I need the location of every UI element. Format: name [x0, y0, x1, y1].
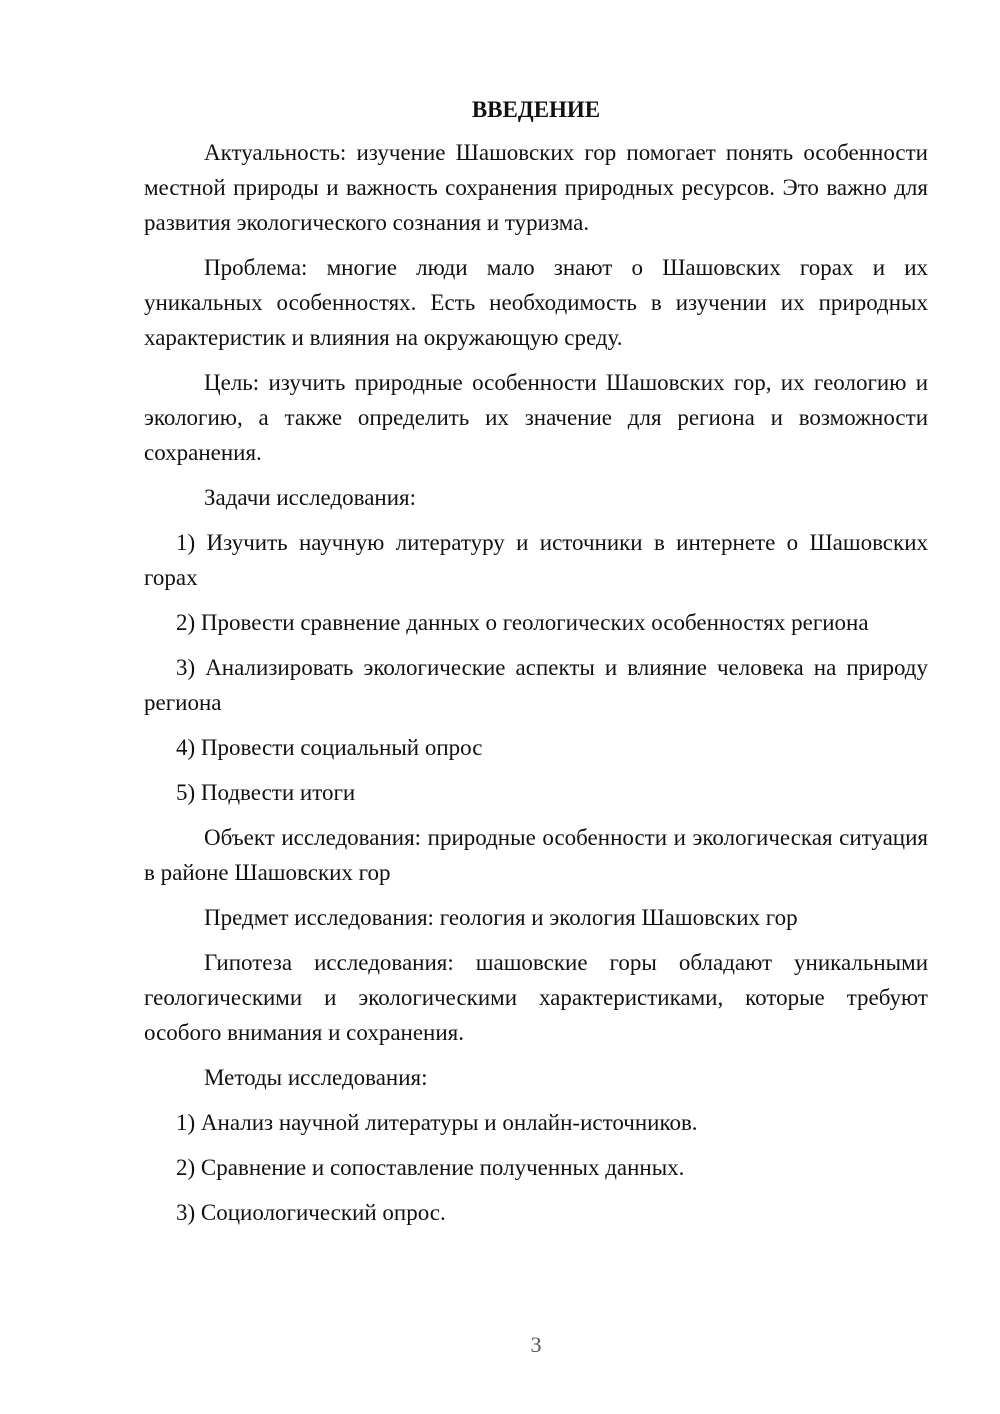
task-item: 1) Изучить научную литературу и источники в интернете о Шашовских горах [144, 530, 928, 590]
task-item: 4) Провести социальный опрос [176, 735, 483, 760]
task-item: 5) Подвести итоги [176, 780, 356, 805]
tasks-heading: Задачи исследования: [204, 485, 417, 510]
task-item: 2) Провести сравнение данных о геологических особенностях региона [176, 610, 869, 635]
method-item: 2) Сравнение и сопоставление полученных данных. [176, 1155, 685, 1180]
methods-heading: Методы исследования: [204, 1065, 428, 1090]
hypothesis-paragraph: Гипотеза исследования: шашовские горы обладают уникальными геологическими и экологическими характеристиками, которые требуют особого внимания и сохранения. [144, 950, 928, 1045]
object-paragraph: Объект исследования: природные особенности и экологическая ситуация в районе Шашовских гор [144, 825, 928, 885]
problem-paragraph: Проблема: многие люди мало знают о Шашовских горах и их уникальных особенностях. Есть необходимость в изучении их природных характеристик и влияния на окружающую среду. [144, 255, 928, 350]
section-title: ВВЕДЕНИЕ [471, 97, 601, 122]
goal-paragraph: Цель: изучить природные особенности Шашовских гор, их геологию и экологию, а также определить их значение для региона и возможности сохранения. [144, 370, 928, 465]
method-item: 1) Анализ научной литературы и онлайн-источников. [176, 1110, 698, 1135]
subject-paragraph: Предмет исследования: геология и экология Шашовских гор [204, 905, 798, 930]
page-content [144, 92, 928, 1240]
page-number: 3 [530, 1332, 542, 1357]
task-item: 3) Анализировать экологические аспекты и влияние человека на природу региона [144, 655, 928, 715]
method-item: 3) Социологический опрос. [176, 1200, 446, 1225]
relevance-paragraph: Актуальность: изучение Шашовских гор помогает понять особенности местной природы и важность сохранения природных ресурсов. Это важно для развития экологического сознания и туризма. [144, 140, 928, 235]
